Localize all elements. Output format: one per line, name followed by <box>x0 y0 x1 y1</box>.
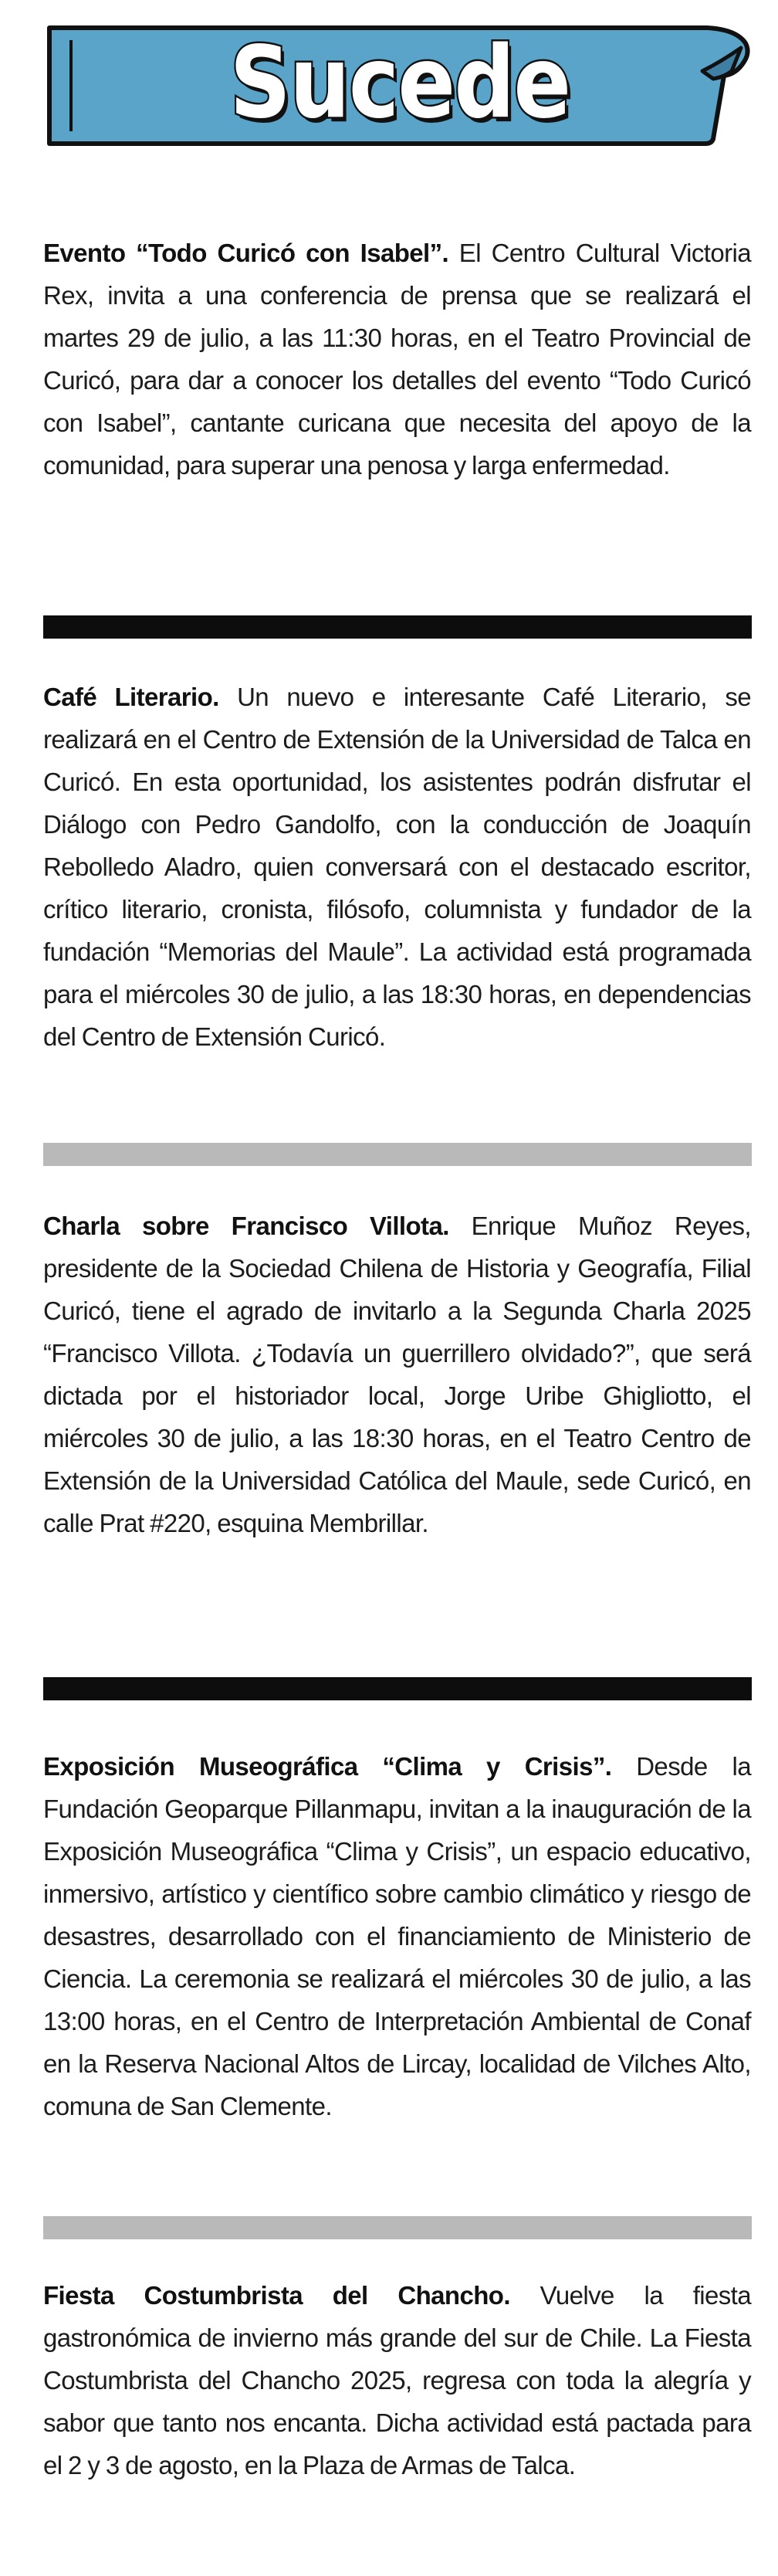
separator-bar <box>43 1677 752 1700</box>
news-item-body: Desde la Fundación Geoparque Pillanmapu, invitan a la inauguración de la Exposición Museográfica “Clima y Crisis”, un espacio educativo, inmersivo, artístico y científico sobre cambio climático y riesgo de desastres, desarrollado con el financiamiento de Ministerio de Ciencia. La ceremonia se realizará el miércoles 30 de julio, a las 13:00 horas, en el Centro de Interpretación Ambiental de Conaf en la Reserva Nacional Altos de Lircay, localidad de Vilches Alto, comuna de San Clemente. <box>43 1752 751 2120</box>
news-item <box>43 676 751 1058</box>
news-item <box>43 1205 751 1544</box>
news-item-body: El Centro Cultural Victoria Rex, invita a una conferencia de prensa que se realizará el martes 29 de julio, a las 11:30 horas, en el Teatro Provincial de Curicó, para dar a conocer los detalles del evento “Todo Curicó con Isabel”, cantante curicana que necesita del apoyo de la comunidad, para superar una penosa y larga enfermedad. <box>43 239 751 480</box>
news-item-headline: Fiesta Costumbrista del Chancho. <box>43 2281 510 2310</box>
news-item-body: Vuelve la fiesta gastronómica de invierno más grande del sur de Chile. La Fiesta Costumbrista del Chancho 2025, regresa con toda la alegría y sabor que tanto nos encanta. Dicha actividad está pactada para el 2 y 3 de agosto, en la Plaza de Armas de Talca. <box>43 2281 751 2479</box>
separator-bar <box>43 1143 752 1166</box>
section-header <box>45 23 755 148</box>
section-title: Sucede <box>229 25 570 141</box>
news-item <box>43 2274 751 2486</box>
news-item <box>43 1745 751 2127</box>
news-item-body: Enrique Muñoz Reyes, presidente de la Sociedad Chilena de Historia y Geografía, Filial Curicó, tiene el agrado de invitarlo a la Segunda Charla 2025 “Francisco Villota. ¿Todavía un guerrillero olvidado?”, que será dictada por el historiador local, Jorge Uribe Ghigliotto, el miércoles 30 de julio, a las 18:30 horas, en el Teatro Centro de Extensión de la Universidad Católica del Maule, sede Curicó, en calle Prat #220, esquina Membrillar. <box>43 1212 751 1537</box>
news-item <box>43 232 751 486</box>
separator-bar <box>43 2216 752 2239</box>
news-item-headline: Charla sobre Francisco Villota. <box>43 1212 449 1240</box>
news-item-headline: Exposición Museográfica “Clima y Crisis”. <box>43 1752 612 1781</box>
news-item-headline: Evento “Todo Curicó con Isabel”. <box>43 239 449 267</box>
news-item-body: Un nuevo e interesante Café Literario, se realizará en el Centro de Extensión de la Universidad de Talca en Curicó. En esta oportunidad, los asistentes podrán disfrutar el Diálogo con Pedro Gandolfo, con la conducción de Joaquín Rebolledo Aladro, quien conversará con el destacado escritor, crítico literario, cronista, filósofo, columnista y fundador de la fundación “Memorias del Maule”. La actividad está programada para el miércoles 30 de julio, a las 18:30 horas, en dependencias del Centro de Extensión Curicó. <box>43 683 751 1051</box>
separator-bar <box>43 615 752 639</box>
news-item-headline: Café Literario. <box>43 683 219 711</box>
